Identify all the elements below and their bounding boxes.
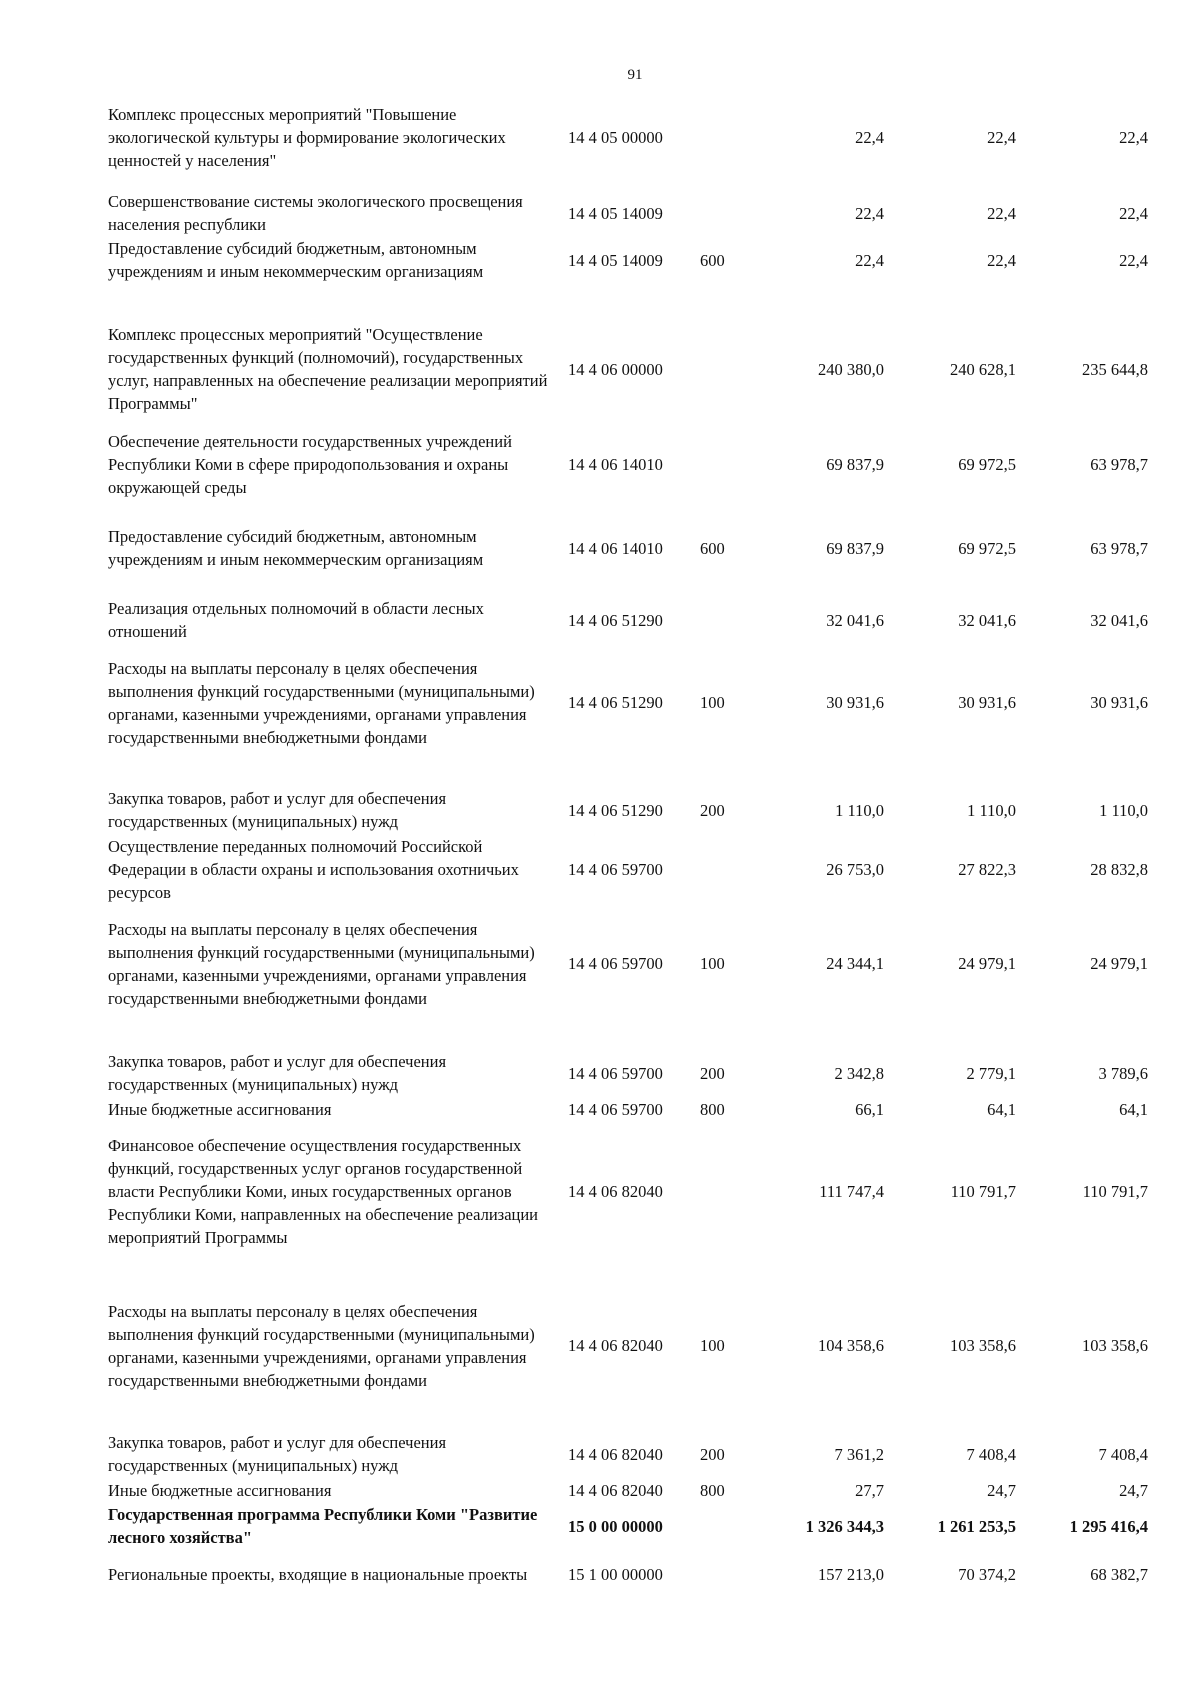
page-number: 91 [627,67,643,83]
budget-row [108,1122,1148,1260]
row-value-1: 7 361,2 [834,1444,884,1464]
row-code: 14 4 05 14009 [568,250,663,270]
row-value-1: 2 342,8 [834,1063,884,1083]
budget-row [108,237,1148,283]
row-value-3: 63 978,7 [1090,538,1148,558]
row-value-2: 27 822,3 [958,860,1016,879]
row-value-3: 22,4 [1119,128,1148,147]
row-code: 14 4 06 59700 [568,860,663,879]
row-value-3: 235 644,8 [1082,359,1148,379]
row-value-1: 104 358,6 [818,1336,884,1355]
budget-row [108,1479,1148,1502]
row-name: Региональные проекты, входящие в национальные проекты [108,1564,528,1584]
row-value-1: 240 380,0 [818,359,884,379]
row-code: 14 4 06 82040 [568,1444,663,1464]
row-value-3: 3 789,6 [1098,1063,1148,1083]
row-value-1: 27,7 [855,1481,884,1500]
row-value-1: 22,4 [855,128,884,147]
budget-row [108,430,1148,499]
row-name: Предоставление субсидий бюджетным, автономным учреждениям и иным некоммерческим организациям [108,239,484,281]
row-value-3: 110 791,7 [1082,1181,1148,1201]
row-code: 14 4 06 59700 [568,954,663,973]
budget-row [108,835,1148,904]
row-value-3: 1 295 416,4 [1069,1516,1148,1536]
row-value-2: 7 408,4 [966,1444,1016,1464]
row-value-1: 69 837,9 [826,538,884,558]
budget-row [108,323,1148,415]
row-value-3: 68 382,7 [1090,1564,1148,1584]
row-value-2: 1 261 253,5 [937,1516,1016,1536]
budget-row [108,1288,1148,1403]
row-value-2: 22,4 [987,203,1016,223]
row-value-3: 7 408,4 [1098,1444,1148,1464]
row-code: 14 4 06 59700 [568,1100,663,1119]
row-name: Расходы на выплаты персоналу в целях обеспечения выполнения функций государственными (муниципальными) органами, казенными учреждениями, органами управления государственными внебюджетными фондами [108,919,535,1008]
row-value-2: 24 979,1 [958,954,1016,973]
row-value-1: 66,1 [855,1100,884,1119]
row-name: Иные бюджетные ассигнования [108,1100,332,1119]
row-value-2: 30 931,6 [958,693,1016,712]
row-code: 14 4 06 82040 [568,1336,663,1355]
row-code: 14 4 06 14010 [568,455,663,474]
row-value-2: 70 374,2 [958,1564,1016,1584]
row-value-1: 30 931,6 [826,693,884,712]
budget-row [108,190,1148,236]
row-value-2: 32 041,6 [958,610,1016,630]
row-code: 14 4 06 51290 [568,693,663,712]
row-value-2: 22,4 [987,250,1016,270]
row-value-3: 1 110,0 [1099,800,1148,820]
row-code: 14 4 06 51290 [568,610,663,630]
budget-row [108,906,1148,1021]
row-code: 14 4 06 51290 [568,800,663,820]
row-value-3: 22,4 [1119,250,1148,270]
row-expense-type: 100 [700,954,725,973]
row-value-1: 22,4 [855,250,884,270]
row-expense-type: 200 [700,800,725,820]
budget-row [108,1050,1148,1096]
row-expense-type: 600 [700,538,725,558]
budget-row [108,597,1148,643]
row-expense-type: 200 [700,1063,725,1083]
row-expense-type: 100 [700,1336,725,1355]
row-name: Закупка товаров, работ и услуг для обеспечения государственных (муниципальных) нужд [108,1433,447,1475]
row-expense-type: 200 [700,1444,725,1464]
row-value-3: 103 358,6 [1082,1336,1148,1355]
row-name: Иные бюджетные ассигнования [108,1481,332,1500]
row-value-1: 22,4 [855,203,884,223]
budget-row [108,1431,1148,1477]
budget-row [108,1551,1148,1597]
budget-row [108,787,1148,833]
row-value-3: 64,1 [1119,1100,1148,1119]
row-value-2: 22,4 [987,128,1016,147]
row-code: 14 4 06 59700 [568,1063,663,1083]
row-value-3: 24 979,1 [1090,954,1148,973]
row-code: 15 0 00 00000 [568,1516,663,1536]
row-code: 14 4 06 14010 [568,538,663,558]
row-value-2: 69 972,5 [958,538,1016,558]
row-value-1: 26 753,0 [826,860,884,879]
row-name: Комплекс процессных мероприятий "Осуществление государственных функций (полномочий), государственных услуг, направленных на обеспечение реализации мероприятий Программы" [108,325,548,413]
budget-row [108,103,1148,172]
row-value-1: 24 344,1 [826,954,884,973]
row-value-2: 240 628,1 [950,359,1016,379]
row-name: Предоставление субсидий бюджетным, автономным учреждениям и иным некоммерческим организациям [108,527,484,569]
row-value-1: 1 110,0 [835,800,884,820]
row-name: Комплекс процессных мероприятий "Повышение экологической культуры и формирование экологических ценностей у населения" [108,105,506,170]
row-value-2: 103 358,6 [950,1336,1016,1355]
row-name: Расходы на выплаты персоналу в целях обеспечения выполнения функций государственными (муниципальными) органами, казенными учреждениями, органами управления государственными внебюджетными фондами [108,1301,535,1390]
row-value-2: 24,7 [987,1481,1016,1500]
row-value-1: 1 326 344,3 [805,1516,884,1536]
program-total-row [108,1503,1148,1549]
row-name: Государственная программа Республики Коми "Развитие лесного хозяйства" [108,1505,538,1547]
row-value-3: 32 041,6 [1090,610,1148,630]
row-expense-type: 800 [700,1100,725,1119]
row-name: Совершенствование системы экологического просвещения населения республики [108,192,523,234]
budget-row [108,525,1148,571]
row-name: Закупка товаров, работ и услуг для обеспечения государственных (муниципальных) нужд [108,1052,447,1094]
row-value-3: 30 931,6 [1090,693,1148,712]
row-name: Закупка товаров, работ и услуг для обеспечения государственных (муниципальных) нужд [108,789,447,831]
row-value-3: 63 978,7 [1090,455,1148,474]
row-value-3: 28 832,8 [1090,860,1148,879]
row-value-2: 2 779,1 [966,1063,1016,1083]
row-name: Реализация отдельных полномочий в области лесных отношений [108,599,484,641]
row-expense-type: 800 [700,1481,725,1500]
row-value-2: 1 110,0 [967,800,1016,820]
row-value-3: 22,4 [1119,203,1148,223]
row-code: 15 1 00 00000 [568,1564,663,1584]
row-value-2: 110 791,7 [950,1181,1016,1201]
row-value-3: 24,7 [1119,1481,1148,1500]
row-code: 14 4 05 00000 [568,128,663,147]
row-value-2: 69 972,5 [958,455,1016,474]
row-expense-type: 100 [700,693,725,712]
budget-row [108,645,1148,760]
row-code: 14 4 06 82040 [568,1481,663,1500]
row-name: Финансовое обеспечение осуществления государственных функций, государственных услуг органов государственной власти Республики Коми, иных государственных органов Республики Коми, направленных на обеспечение реализации мероприятий Программы [108,1135,539,1247]
row-value-1: 69 837,9 [826,455,884,474]
row-value-2: 64,1 [987,1100,1016,1119]
row-name: Обеспечение деятельности государственных учреждений Республики Коми в сфере природопользования и охраны окружающей среды [108,432,512,497]
row-name: Расходы на выплаты персоналу в целях обеспечения выполнения функций государственными (муниципальными) органами, казенными учреждениями, органами управления государственными внебюджетными фондами [108,658,535,747]
row-value-1: 111 747,4 [819,1181,884,1201]
row-code: 14 4 05 14009 [568,203,663,223]
row-value-1: 157 213,0 [818,1564,884,1584]
row-expense-type: 600 [700,250,725,270]
row-code: 14 4 06 00000 [568,359,663,379]
row-value-1: 32 041,6 [826,610,884,630]
row-name: Осуществление переданных полномочий Российской Федерации в области охраны и использования охотничьих ресурсов [108,837,519,902]
row-code: 14 4 06 82040 [568,1181,663,1201]
budget-row [108,1098,1148,1121]
